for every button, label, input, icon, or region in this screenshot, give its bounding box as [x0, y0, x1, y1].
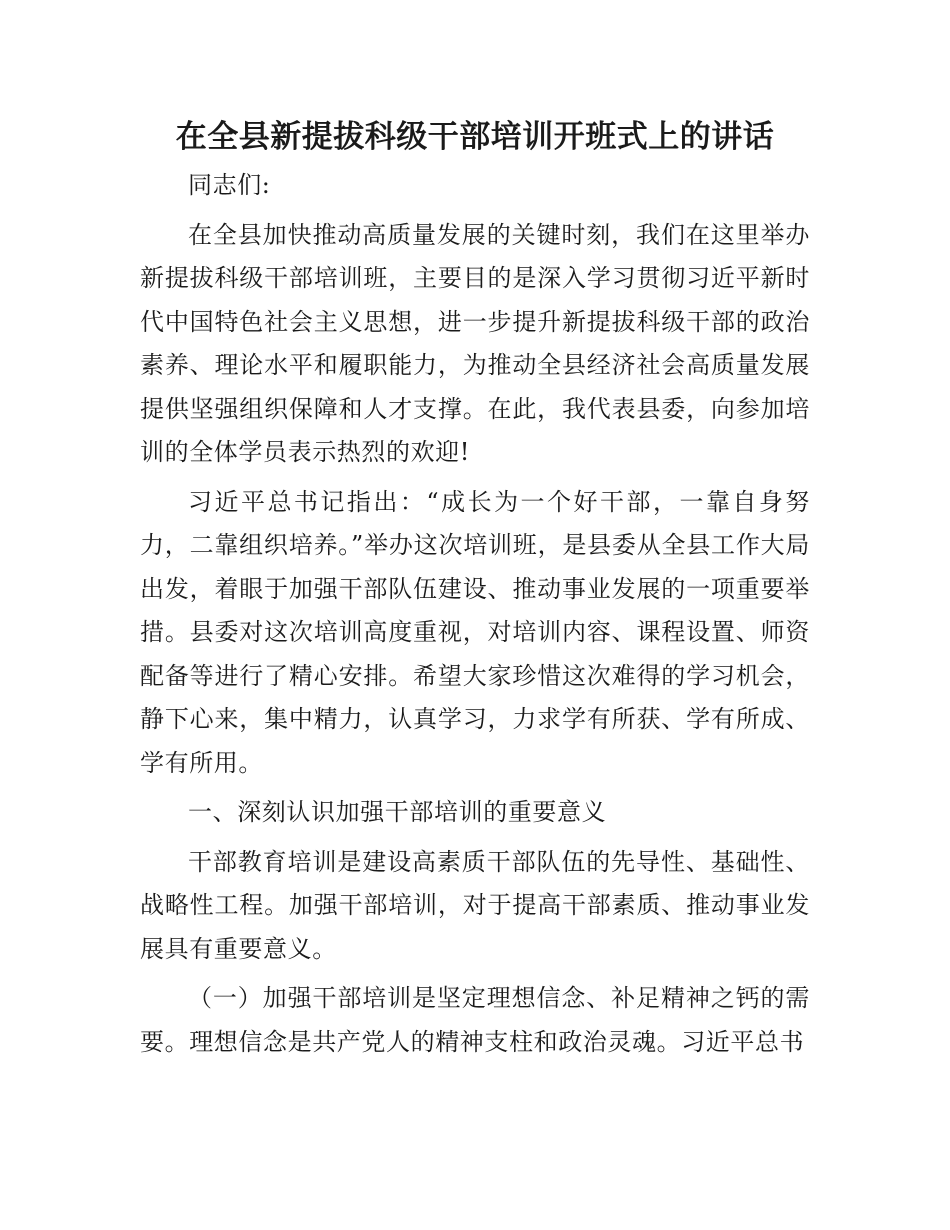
section-paragraph-2: （一）加强干部培训是坚定理想信念、补足精神之钙的需要。理想信念是共产党人的精神支柱和政治灵魂。习近平总书: [140, 984, 810, 1056]
body-paragraph-1: 在全县加快推动高质量发展的关键时刻，我们在这里举办新提拔科级干部培训班，主要目的是深入学习贯彻习近平新时代中国特色社会主义思想，进一步提升新提拔科级干部的政治素养、理论水平和履职能力，为推动全县经济社会高质量发展提供坚强组织保障和人才支撑。在此，我代表县委，向参加培训的全体学员表示热烈的欢迎!: [140, 220, 810, 466]
document-title: 在全县新提拔科级干部培训开班式上的讲话: [175, 119, 775, 155]
document-page: [140, 110, 810, 1070]
greeting: 同志们:: [188, 171, 271, 199]
body-paragraph-2: 习近平总书记指出：“成长为一个好干部，一靠自身努力，二靠组织培养。”举办这次培训班，是县委从全县工作大局出发，着眼于加强干部队伍建设、推动事业发展的一项重要举措。县委对这次培训高度重视，对培训内容、课程设置、师资配备等进行了精心安排。希望大家珍惜这次难得的学习机会，静下心来，集中精力，认真学习，力求学有所获、学有所成、学有所用。: [140, 487, 810, 777]
section-heading: 一、深刻认识加强干部培训的重要意义: [188, 798, 607, 826]
section-paragraph-1: 干部教育培训是建设高素质干部队伍的先导性、基础性、战略性工程。加强干部培训，对于提高干部素质、推动事业发展具有重要意义。: [140, 847, 810, 963]
